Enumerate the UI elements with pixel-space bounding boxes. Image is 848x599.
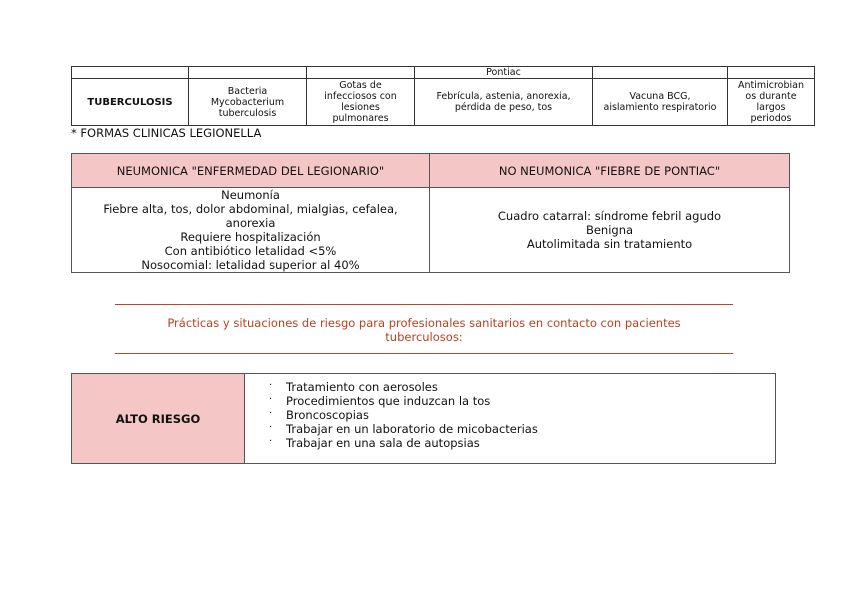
tb-agent-line: Bacteria (227, 85, 268, 97)
list-item: · Trabajar en un laboratorio de micobacterias (269, 422, 775, 436)
tb-agent-cell (189, 79, 307, 126)
tb-prevention-line: Vacuna BCG, (629, 91, 691, 102)
tb-top-cell (593, 67, 728, 79)
risk-heading-line: tuberculosos: (385, 330, 463, 344)
neumonica-line: Neumonía (221, 188, 280, 202)
pontiac-line: Cuadro catarral: síndrome febril agudo (497, 209, 722, 223)
tb-top-cell (307, 67, 415, 79)
header-neumonica: NEUMONICA "ENFERMEDAD DEL LEGIONARIO" (72, 154, 430, 188)
list-item: · Procedimientos que induzcan la tos (269, 394, 775, 408)
tb-top-cell-pontiac: Pontiac (415, 67, 593, 79)
risk-items-cell (245, 374, 776, 464)
pontiac-line: Autolimitada sin tratamiento (526, 237, 693, 251)
tb-treatment-line: Antimicrobian (737, 80, 805, 91)
pontiac-line: Benigna (585, 223, 634, 237)
neumonica-line: Requiere hospitalización (180, 230, 321, 244)
neumonica-line: Nosocomial: letalidad superior al 40% (141, 258, 360, 272)
tb-transmission-line: infecciosos con (324, 91, 397, 102)
tb-transmission-line: Gotas de (339, 80, 382, 91)
legionella-header-row (72, 154, 790, 188)
list-item: · Broncoscopias (269, 408, 775, 422)
pontiac-cell (430, 188, 790, 273)
tb-prevention-cell (593, 79, 728, 126)
list-item: · Tratamiento con aerosoles (269, 380, 775, 394)
legionella-table (71, 153, 790, 273)
tb-table-top-row (72, 67, 815, 79)
tb-treatment-cell (728, 79, 815, 126)
tb-treatment-line: largos (756, 102, 786, 113)
heading-rule-top (115, 304, 733, 305)
neumonica-cell (72, 188, 430, 273)
neumonica-line: Con antibiótico letalidad <5% (164, 244, 337, 258)
legionella-body-row (72, 188, 790, 273)
risk-items-list (269, 380, 775, 450)
neumonica-line: anorexia (225, 216, 276, 230)
risk-row (72, 374, 776, 464)
risk-practices-heading (115, 316, 733, 344)
tb-top-cell (72, 67, 189, 79)
risk-heading-line: Prácticas y situaciones de riesgo para profesionales sanitarios en contacto con pacientes (167, 316, 681, 330)
tb-top-cell (728, 67, 815, 79)
tb-prevention-line: aislamiento respiratorio (603, 102, 717, 113)
header-pontiac: NO NEUMONICA "FIEBRE DE PONTIAC" (430, 154, 790, 188)
tb-transmission-line: pulmonares (332, 113, 389, 124)
heading-rule-bottom (115, 353, 733, 354)
tb-agent-line: tuberculosis (218, 107, 277, 119)
tb-agent-line: Mycobacterium (210, 96, 285, 108)
neumonica-line: Fiebre alta, tos, dolor abdominal, mialgias, cefalea, (103, 202, 398, 216)
legionella-forms-note: * FORMAS CLINICAS LEGIONELLA (71, 126, 262, 140)
risk-level-label: ALTO RIESGO (72, 374, 245, 464)
tb-transmission-cell (307, 79, 415, 126)
risk-table (71, 373, 776, 464)
tb-transmission-line: lesiones (341, 102, 380, 113)
tb-top-cell (189, 67, 307, 79)
tb-symptoms-line: Febrícula, astenia, anorexia, (436, 91, 571, 102)
tb-disease-cell: TUBERCULOSIS (72, 79, 189, 126)
tb-symptoms-line: pérdida de peso, tos (454, 102, 553, 113)
tb-table-row (72, 79, 815, 126)
list-item: · Trabajar en una sala de autopsias (269, 436, 775, 450)
tb-treatment-line: os durante (745, 91, 797, 102)
tuberculosis-table (71, 66, 815, 126)
tb-treatment-line: periodos (750, 113, 792, 124)
tb-symptoms-cell (415, 79, 593, 126)
